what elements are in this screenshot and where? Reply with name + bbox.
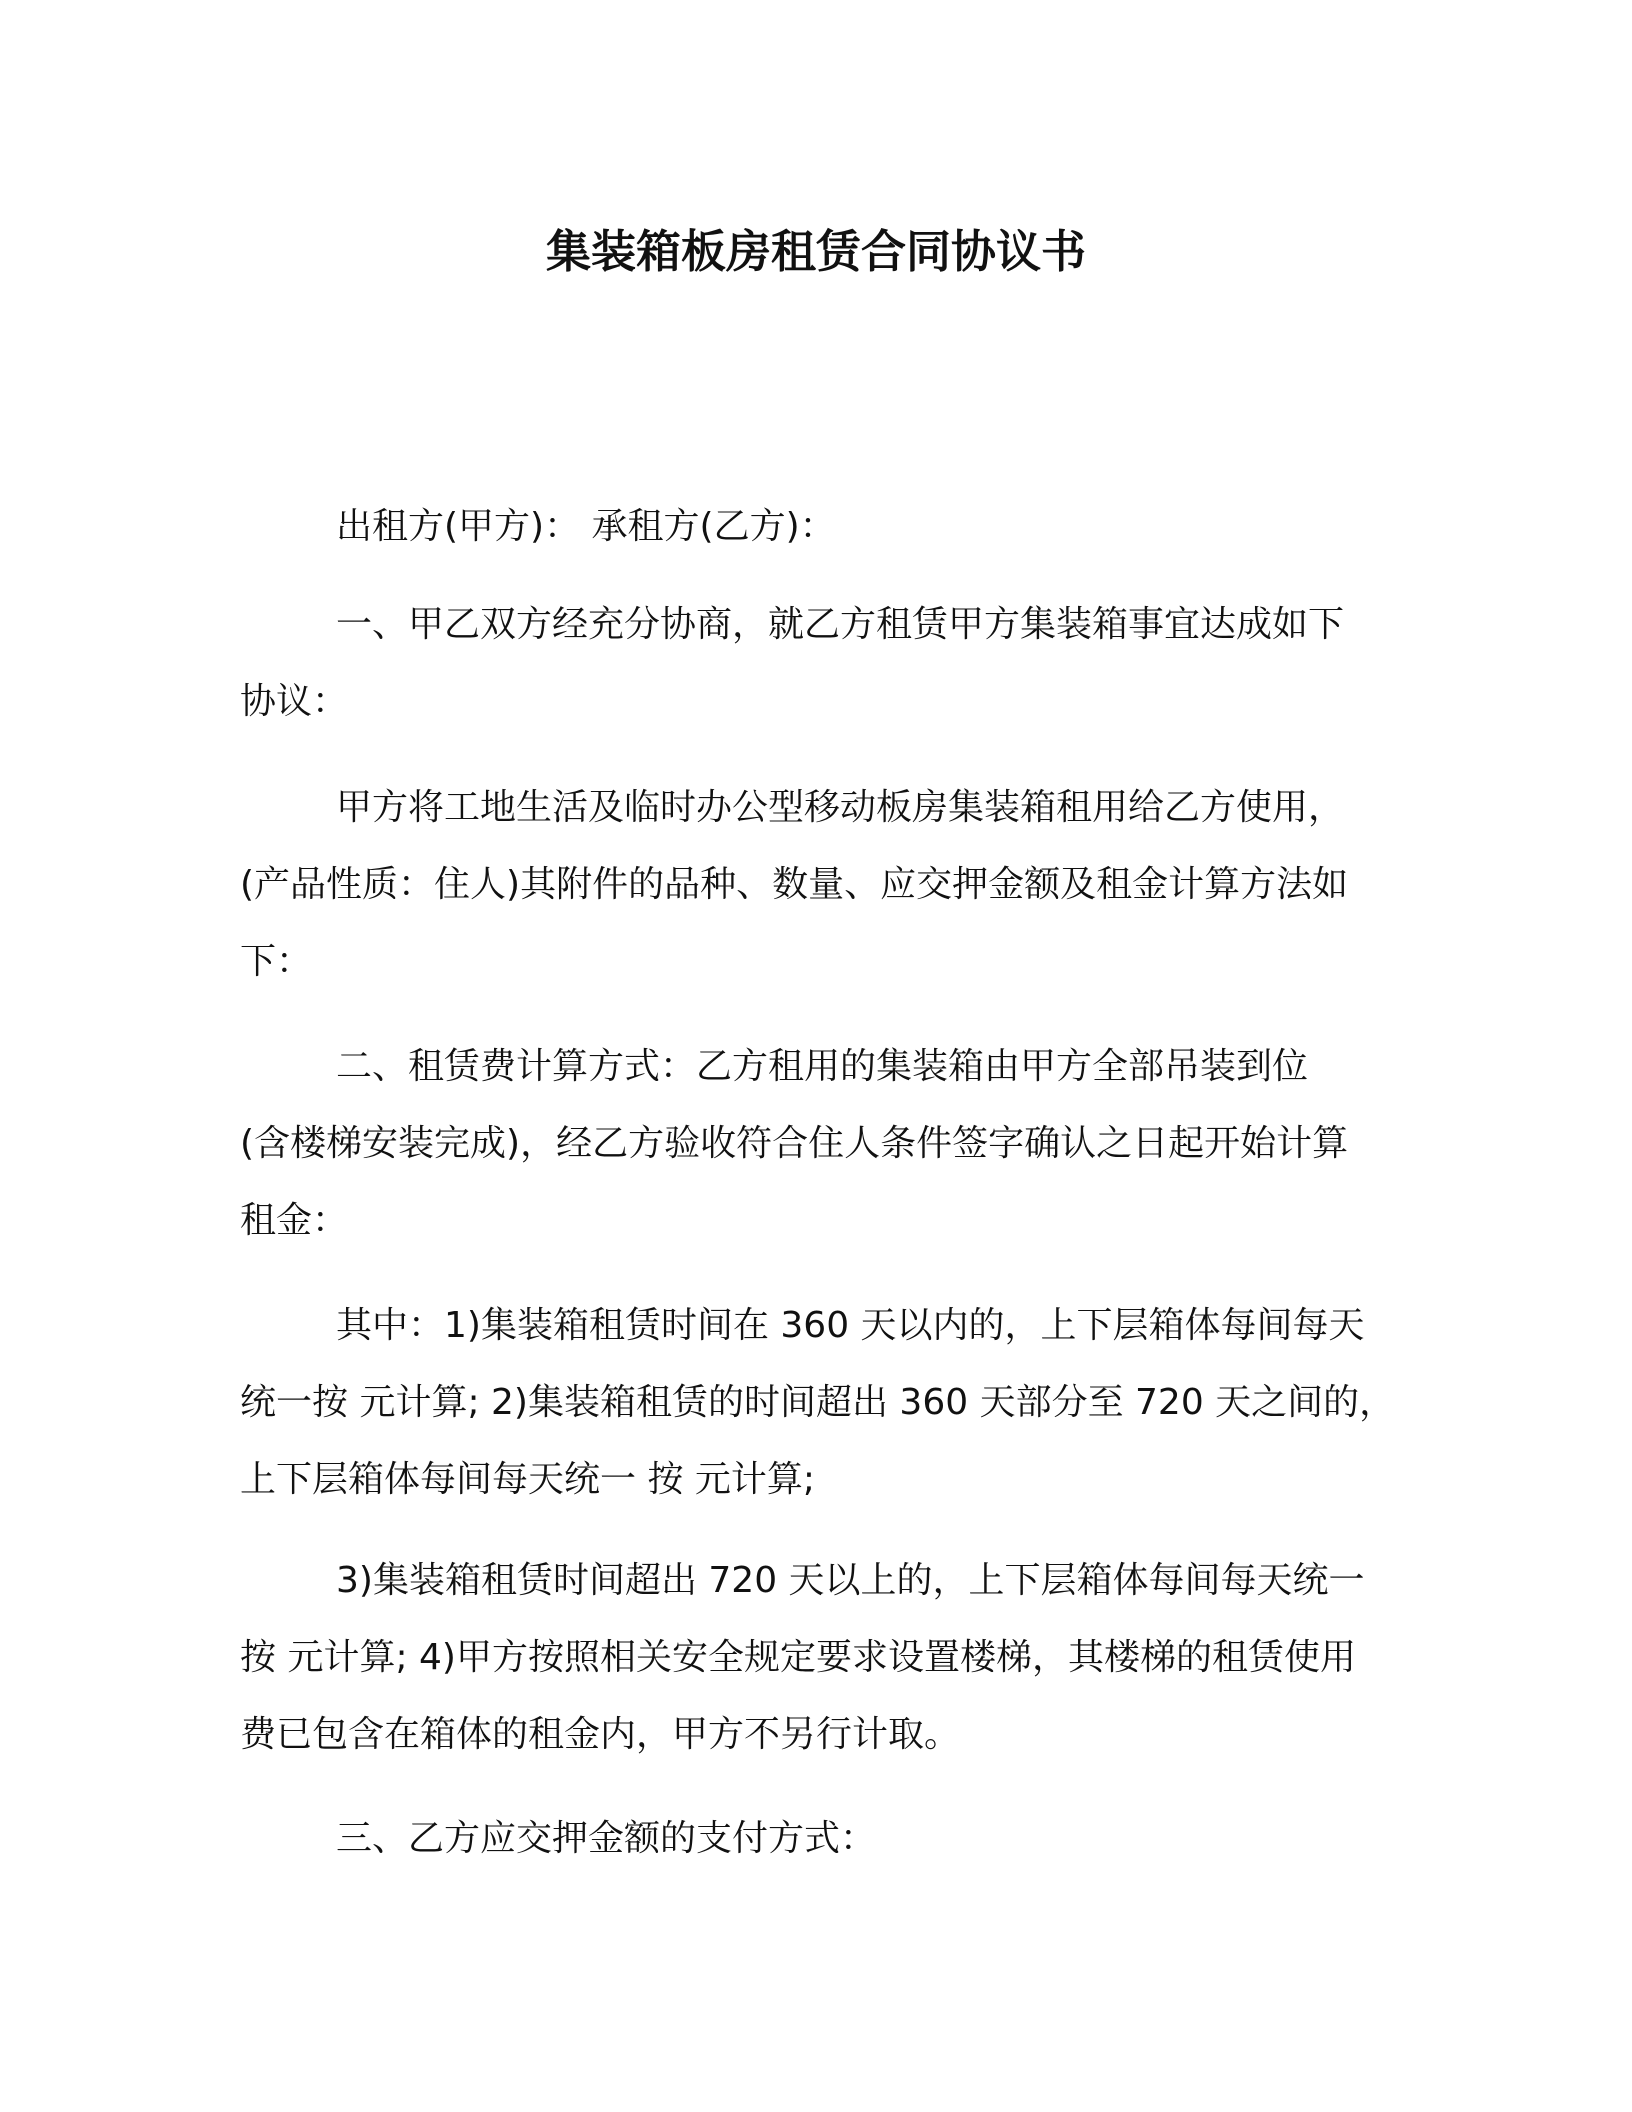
paragraph-parties bbox=[240, 488, 1386, 565]
text-line: 出租方(甲方)： 承租方(乙方)： bbox=[336, 506, 836, 547]
paragraph-clause-2 bbox=[240, 1028, 1386, 1259]
text-line: 统一按 元计算; 2)集装箱租赁的时间超出 360 天部分至 720 天之间的， bbox=[240, 1382, 1396, 1423]
document-title: 集装箱板房租赁合同协议书 bbox=[545, 225, 1086, 278]
text-line: 租金： bbox=[240, 1200, 349, 1241]
text-line: 上下层箱体每间每天统一 按 元计算; bbox=[240, 1459, 816, 1500]
text-line: 其中：1)集装箱租赁时间在 360 天以内的，上下层箱体每间每天 bbox=[336, 1305, 1365, 1346]
paragraph-clause-1 bbox=[240, 586, 1386, 740]
text-line: 二、租赁费计算方式：乙方租用的集装箱由甲方全部吊装到位 bbox=[336, 1046, 1309, 1087]
text-line: 费已包含在箱体的租金内，甲方不另行计取。 bbox=[240, 1714, 961, 1755]
text-line: 三、乙方应交押金额的支付方式： bbox=[336, 1818, 877, 1859]
text-line: 下： bbox=[240, 941, 313, 982]
text-line: (含楼梯安装完成)，经乙方验收符合住人条件签字确认之日起开始计算 bbox=[240, 1123, 1349, 1164]
text-line: 3)集装箱租赁时间超出 720 天以上的，上下层箱体每间每天统一 bbox=[336, 1560, 1365, 1601]
text-line: 一、甲乙双方经充分协商，就乙方租赁甲方集装箱事宜达成如下 bbox=[336, 604, 1345, 645]
text-line: 甲方将工地生活及临时办公型移动板房集装箱租用给乙方使用， bbox=[336, 787, 1345, 828]
paragraph-clause-2-detail-a bbox=[240, 1287, 1396, 1518]
paragraph-clause-1-detail bbox=[240, 769, 1386, 1000]
paragraph-clause-3 bbox=[240, 1800, 1386, 1877]
text-line: (产品性质：住人)其附件的品种、数量、应交押金额及租金计算方法如 bbox=[240, 864, 1349, 905]
text-line: 协议： bbox=[240, 681, 349, 722]
paragraph-clause-2-detail-b bbox=[240, 1542, 1386, 1773]
text-line: 按 元计算; 4)甲方按照相关安全规定要求设置楼梯，其楼梯的租赁使用 bbox=[240, 1637, 1356, 1678]
